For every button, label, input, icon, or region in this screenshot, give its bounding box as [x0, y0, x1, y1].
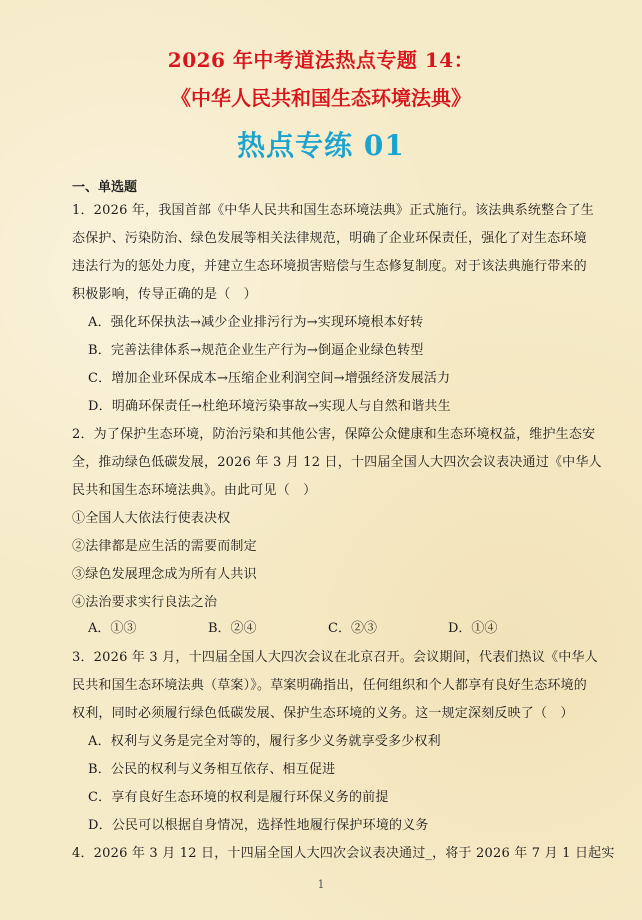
- q3-option-d: D．公民可以根据自身情况，选择性地履行保护环境的义务: [88, 818, 429, 833]
- q2-option-b: B．②④: [208, 621, 257, 636]
- q3-option-c: C．享有良好生态环境的权利是履行环保义务的前提: [88, 790, 389, 805]
- q2-option-c: C．②③: [328, 621, 377, 636]
- section-label: 一、单选题: [72, 180, 138, 195]
- q2-option-a: A．①③: [88, 621, 137, 636]
- title-line-2: 《中华人民共和国生态环境法典》: [171, 86, 471, 110]
- q3-option-b: B．公民的权利与义务相互依存、相互促进: [88, 762, 336, 777]
- q1-option-b: B．完善法律体系→规范企业生产行为→倒逼企业绿色转型: [88, 343, 424, 358]
- q2-line-2: 全，推动绿色低碳发展，2026 年 3 月 12 日，十四届全国人大四次会议表决通过《中华人: [72, 455, 602, 470]
- title-line-1: 2026 年中考道法热点专题 14：: [167, 48, 475, 72]
- q3-line-1: 3．2026 年 3 月，十四届全国人大四次会议在北京召开。会议期间，代表们热议《中华人: [72, 650, 598, 665]
- q3-line-2: 民共和国生态环境法典（草案）》。草案明确指出，任何组织和个人都享有良好生态环境的: [72, 678, 588, 693]
- q3-option-a: A．权利与义务是完全对等的，履行多少义务就享受多少权利: [88, 734, 441, 749]
- q4-line-1: 4．2026 年 3 月 12 日，十四届全国人大四次会议表决通过_，将于 2026 年 7 月 1 日起实: [72, 846, 615, 861]
- page-number: 1: [317, 878, 325, 891]
- q1-option-c: C．增加企业环保成本→压缩企业利润空间→增强经济发展活力: [88, 371, 451, 386]
- q1-line-4: 积极影响，传导正确的是（ ）: [72, 287, 257, 302]
- q1-option-a: A．强化环保执法→减少企业排污行为→实现环境根本好转: [88, 315, 424, 330]
- q2-options-row: [88, 617, 568, 636]
- q2-statement-2: ②法律都是应生活的需要而制定: [72, 539, 257, 554]
- q2-statement-1: ①全国人大依法行使表决权: [72, 511, 231, 526]
- q1-line-2: 态保护、污染防治、绿色发展等相关法律规范，明确了企业环保责任，强化了对生态环境: [72, 231, 587, 246]
- q3-line-3: 权利，同时必须履行绿色低碳发展、保护生态环境的义务。这一规定深刻反映了（ ）: [72, 706, 574, 721]
- q2-option-d: D．①④: [448, 621, 498, 636]
- q1-line-3: 违法行为的惩处力度，并建立生态环境损害赔偿与生态修复制度。对于该法典施行带来的: [72, 259, 587, 274]
- q2-line-1: 2．为了保护生态环境，防治污染和其他公害，保障公众健康和生态环境权益，维护生态安: [72, 427, 596, 442]
- q2-line-3: 民共和国生态环境法典》。由此可见（ ）: [72, 483, 317, 498]
- q2-statement-4: ④法治要求实行良法之治: [72, 595, 218, 610]
- title-line-3: 热点专练 01: [237, 129, 405, 162]
- q2-statement-3: ③绿色发展理念成为所有人共识: [72, 567, 257, 582]
- q1-option-d: D．明确环保责任→杜绝环境污染事故→实现人与自然和谐共生: [88, 399, 451, 414]
- q1-line-1: 1．2026 年，我国首部《中华人民共和国生态环境法典》正式施行。该法典系统整合了生: [72, 203, 594, 218]
